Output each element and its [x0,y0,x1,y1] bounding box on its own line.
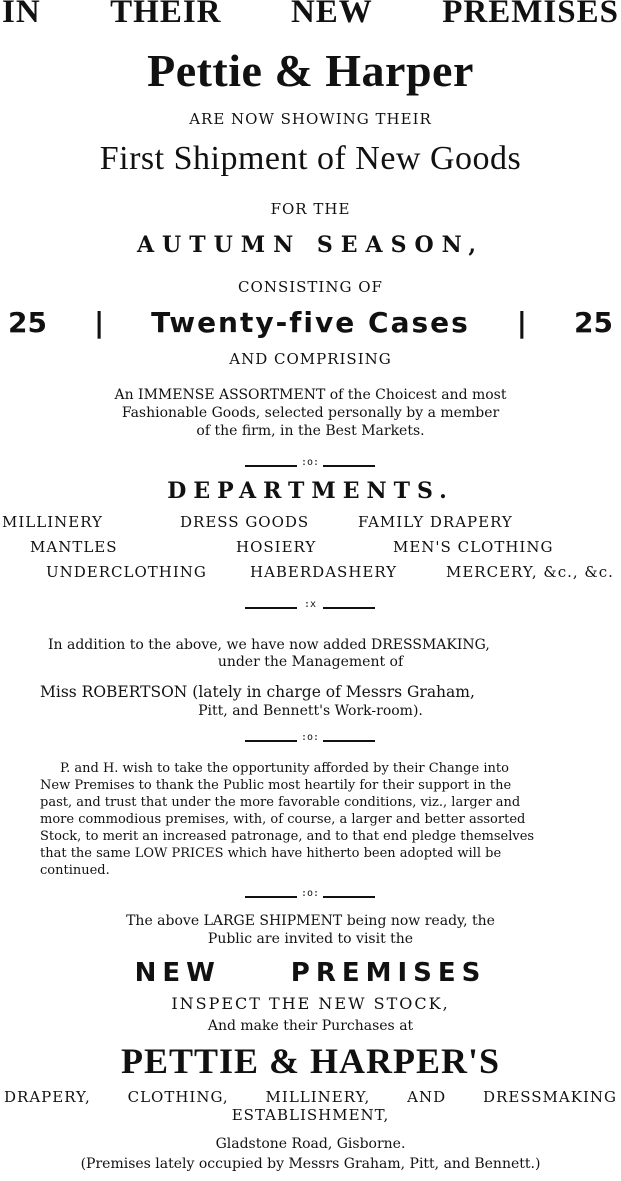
cases-separator: | [516,306,527,339]
robertson-line: Miss ROBERTSON (lately in charge of Messrs Graham, [40,683,475,701]
divider-rule: :o: [245,460,375,472]
shipment-title: First Shipment of New Goods [99,140,522,177]
estab-word: CLOTHING, [127,1088,229,1106]
thanks-line: past, and trust that under the more favorable conditions, viz., larger and [40,795,521,810]
invite-line: Public are invited to visit the [207,931,414,947]
cases-separator: | [93,306,105,339]
headline-word: IN [2,0,41,30]
divider-rule: :o: [245,735,375,747]
thanks-line: New Premises to thank the Public most heartily for their support in the [40,778,512,793]
assortment-line: Fashionable Goods, selected personally by a member [121,405,500,421]
department-hosiery: HOSIERY [236,538,317,556]
purchases-line: And make their Purchases at [207,1018,414,1034]
brand-title: Pettie & Harper [147,45,474,96]
cases-count-left: 25 [8,306,47,339]
address-line: Gladstone Road, Gisborne. [215,1136,406,1152]
headline-word: PREMISES [442,0,619,30]
thanks-line: more commodious premises, with, of course, a larger and better assorted [40,812,526,827]
estab-word: DRAPERY, [4,1088,91,1106]
divider-rule: :x [245,602,375,614]
estab-word: AND [407,1088,447,1106]
robertson-line: Pitt, and Bennett's Work-room). [198,703,423,719]
department-millinery: MILLINERY [2,513,103,531]
assortment-line: An IMMENSE ASSORTMENT of the Choicest and most [114,387,507,403]
estab-word: MILLINERY, [265,1088,371,1106]
department-mens-clothing: MEN'S CLOTHING [393,538,554,556]
establishment-row [0,1088,621,1106]
for-the-line: FOR THE [270,200,351,218]
consisting-line: CONSISTING OF [238,278,383,296]
department-haberdashery: HABERDASHERY [250,563,398,581]
dressmaking-line: under the Management of [217,654,404,670]
new-premises-banner [0,958,621,988]
department-family-drapery: FAMILY DRAPERY [358,513,513,531]
assortment-line: of the firm, in the Best Markets. [196,423,425,439]
comprising-line: AND COMPRISING [229,350,392,368]
new-word: NEW [134,958,221,988]
headline-word: NEW [290,0,373,30]
premises-word: PREMISES [290,958,487,988]
dressmaking-line: In addition to the above, we have now added DRESSMAKING, [48,637,490,653]
thanks-line: that the same LOW PRICES which have hitherto been adopted will be [40,846,502,861]
cases-banner [0,306,621,339]
footnote-line: (Premises lately occupied by Messrs Graham, Pitt, and Bennett.) [80,1156,541,1172]
headline-row [0,0,621,31]
cases-text: Twenty-five Cases [151,306,470,339]
department-dress-goods: DRESS GOODS [180,513,310,531]
departments-title: DEPARTMENTS. [167,478,454,504]
brand-footer: PETTIE & HARPER'S [120,1041,501,1081]
cases-count-right: 25 [573,306,613,339]
department-mantles: MANTLES [30,538,118,556]
department-underclothing: UNDERCLOTHING [46,563,207,581]
department-mercery: MERCERY, &c., &c. [446,563,614,581]
thanks-line: continued. [40,863,110,878]
season-title: AUTUMN SEASON, [136,232,485,258]
divider-rule: :o: [245,891,375,903]
thanks-line: P. and H. wish to take the opportunity afforded by their Change into [60,761,509,776]
assortment-paragraph [0,386,621,440]
thanks-line: Stock, to merit an increased patronage, and to that end pledge themselves [40,829,535,844]
inspect-line: INSPECT THE NEW STOCK, [171,994,450,1013]
estab-word: DRESSMAKING [483,1088,617,1106]
establishment-word: ESTABLISHMENT, [231,1106,390,1124]
headline-word: THEIR [110,0,222,30]
invite-line: The above LARGE SHIPMENT being now ready, the [126,913,495,929]
intro-line: ARE NOW SHOWING THEIR [189,110,432,128]
